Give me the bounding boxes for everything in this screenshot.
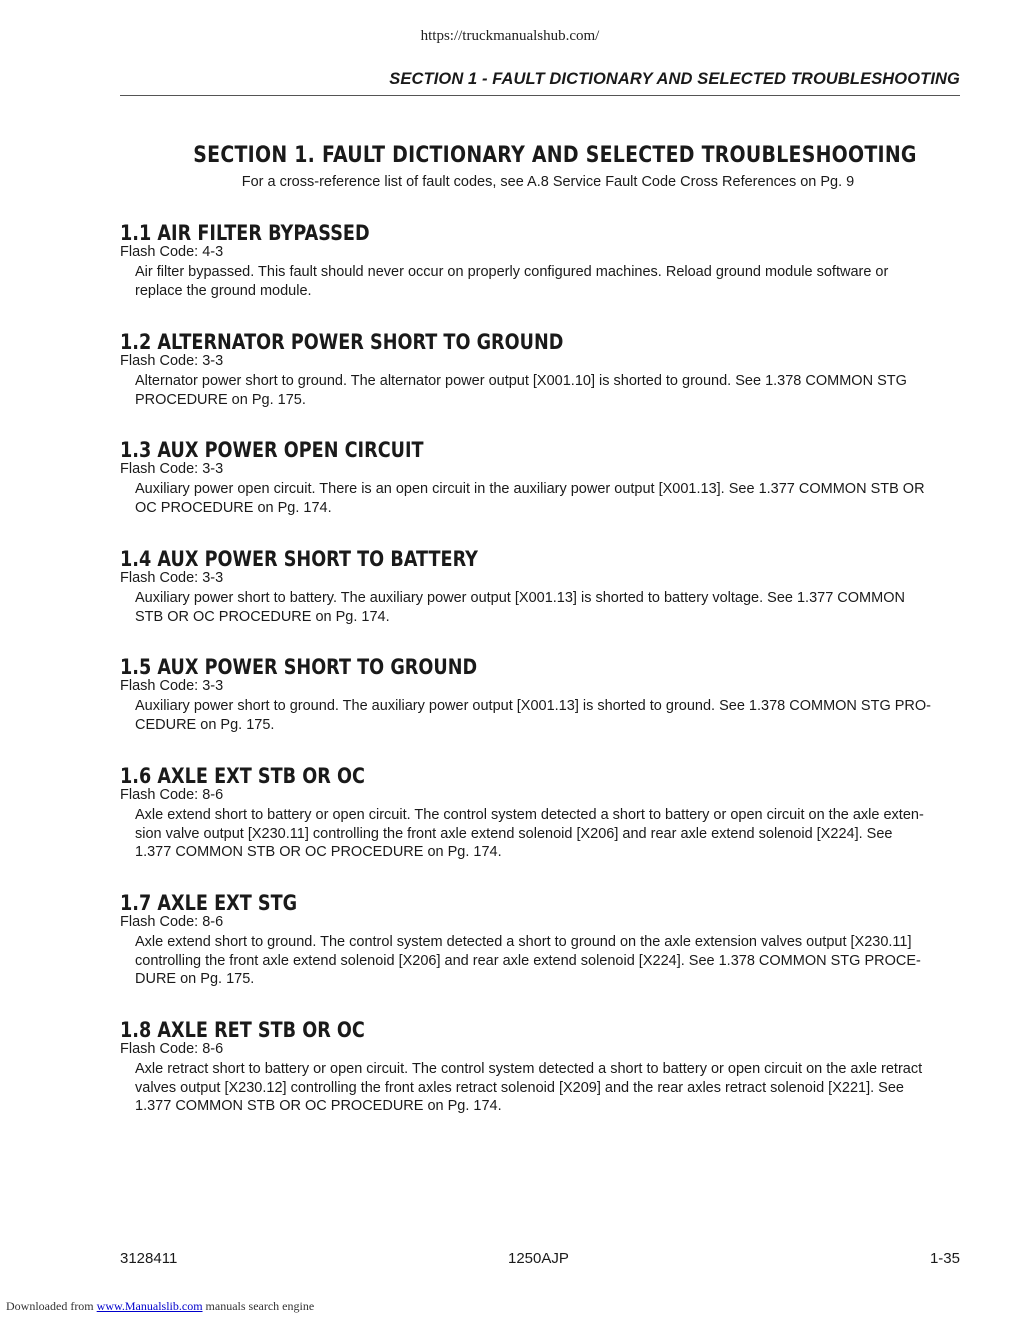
fault-entry	[120, 546, 960, 626]
fault-heading: 1.4 AUX POWER SHORT TO BATTERY	[120, 547, 478, 571]
flash-code: Flash Code: 8-6	[120, 787, 224, 803]
fault-description	[120, 806, 960, 862]
description-line: Air filter bypassed. This fault should never occur on properly configured machines. Reload ground module software or	[135, 264, 889, 280]
description-line: OC PROCEDURE on Pg. 174.	[135, 499, 332, 516]
description-line: Alternator power short to ground. The alternator power output [X001.10] is shorted to ground. See 1.378 COMMON STG	[135, 373, 907, 389]
fault-description	[120, 372, 960, 409]
fault-entry	[120, 329, 960, 409]
fault-description	[120, 933, 960, 989]
description-line: Auxiliary power short to ground. The auxiliary power output [X001.13] is shorted to ground. See 1.378 COMMON STG PRO-	[135, 698, 932, 714]
download-note	[6, 1299, 314, 1314]
fault-entry	[120, 437, 960, 517]
flash-code: Flash Code: 3-3	[120, 570, 224, 586]
running-head: SECTION 1 - FAULT DICTIONARY AND SELECTED TROUBLESHOOTING	[389, 70, 960, 88]
download-prefix: Downloaded from	[6, 1299, 97, 1313]
fault-heading: 1.6 AXLE EXT STB OR OC	[120, 764, 365, 788]
fault-description	[120, 697, 960, 734]
description-line: Axle extend short to battery or open circuit. The control system detected a short to battery or open circuit on the axle exten-	[135, 807, 924, 823]
fault-entry	[120, 890, 960, 989]
fault-heading: 1.7 AXLE EXT STG	[120, 891, 298, 915]
description-line: CEDURE on Pg. 175.	[135, 716, 275, 733]
description-line: 1.377 COMMON STB OR OC PROCEDURE on Pg. 174.	[135, 844, 502, 861]
description-line: replace the ground module.	[135, 282, 312, 299]
description-line: 1.377 COMMON STB OR OC PROCEDURE on Pg. 174.	[135, 1098, 502, 1115]
flash-code: Flash Code: 4-3	[120, 244, 224, 260]
description-line: Axle retract short to battery or open circuit. The control system detected a short to battery or open circuit on the axle retract	[135, 1061, 923, 1077]
header-divider	[120, 95, 960, 96]
flash-code: Flash Code: 8-6	[120, 1041, 224, 1057]
footer-doc-number: 3128411	[120, 1250, 178, 1267]
section-title: SECTION 1. FAULT DICTIONARY AND SELECTED TROUBLESHOOTING	[193, 143, 917, 168]
footer-page-number: 1-35	[929, 1250, 960, 1267]
flash-code: Flash Code: 3-3	[120, 353, 224, 369]
fault-entry	[120, 220, 960, 300]
fault-description	[120, 480, 960, 517]
description-line: controlling the front axle extend solenoid [X206] and rear axle extend solenoid [X224]. See 1.378 COMMON STG PROCE-	[135, 952, 921, 969]
fault-description	[120, 589, 960, 626]
footer-model: 1250AJP	[508, 1250, 569, 1267]
flash-code: Flash Code: 8-6	[120, 914, 224, 930]
description-line: Auxiliary power short to battery. The auxiliary power output [X001.13] is shorted to battery voltage. See 1.377 COMMON	[135, 590, 905, 606]
description-line: Auxiliary power open circuit. There is an open circuit in the auxiliary power output [X001.13]. See 1.377 COMMON STB OR	[135, 481, 925, 497]
fault-entry	[120, 763, 960, 862]
fault-description	[120, 263, 960, 300]
crossref-note: For a cross-reference list of fault codes, see A.8 Service Fault Code Cross References on Pg. 9	[241, 174, 855, 190]
fault-heading: 1.5 AUX POWER SHORT TO GROUND	[120, 655, 478, 679]
fault-description	[120, 1060, 960, 1116]
description-line: sion valve output [X230.11] controlling the front axle extend solenoid [X206] and rear axle extend solenoid [X224]. See	[135, 825, 893, 842]
manualslib-link[interactable]: www.Manualslib.com	[96, 1299, 203, 1313]
description-line: valves output [X230.12] controlling the front axles retract solenoid [X209] and the rear axles retract solenoid [X221]. See	[135, 1079, 904, 1096]
fault-heading: 1.1 AIR FILTER BYPASSED	[120, 221, 370, 245]
fault-heading: 1.2 ALTERNATOR POWER SHORT TO GROUND	[120, 330, 564, 354]
description-line: PROCEDURE on Pg. 175.	[135, 391, 306, 408]
description-line: DURE on Pg. 175.	[135, 971, 255, 988]
fault-heading: 1.3 AUX POWER OPEN CIRCUIT	[120, 438, 424, 462]
fault-entry	[120, 654, 960, 734]
fault-heading: 1.8 AXLE RET STB OR OC	[120, 1018, 365, 1042]
download-suffix: manuals search engine	[202, 1299, 315, 1313]
flash-code: Flash Code: 3-3	[120, 461, 224, 477]
fault-entry	[120, 1017, 960, 1116]
flash-code: Flash Code: 3-3	[120, 678, 224, 694]
description-line: STB OR OC PROCEDURE on Pg. 174.	[135, 608, 390, 625]
source-url: https://truckmanualshub.com/	[420, 28, 600, 44]
description-line: Axle extend short to ground. The control system detected a short to ground on the axle extension valves output [X230.11]	[135, 934, 912, 950]
